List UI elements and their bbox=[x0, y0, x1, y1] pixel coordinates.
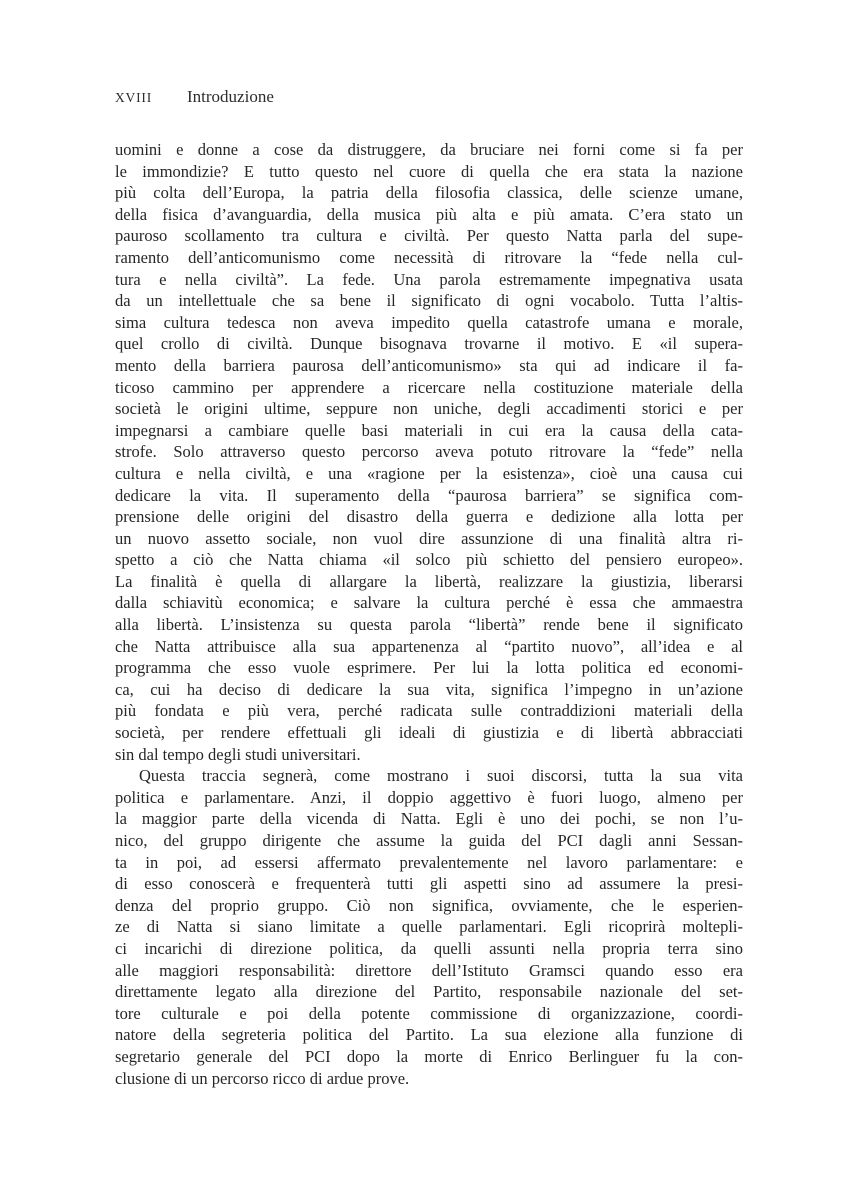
text-line: più colta dell’Europa, la patria della filosofia classica, delle scienze umane, bbox=[115, 183, 743, 203]
text-line: un nuovo assetto sociale, non vuol dire assunzione di una finalità altra ri- bbox=[115, 528, 743, 548]
text-line: alle maggiori responsabilità: direttore dell’Istituto Gramsci quando esso era bbox=[115, 960, 743, 980]
text-line: alla libertà. L’insistenza su questa parola “libertà” rende bene il significato bbox=[115, 615, 743, 635]
text-line: società, per rendere effettuali gli ideali di giustizia e di libertà abbracciati bbox=[115, 723, 743, 743]
text-line: dalla schiavitù economica; e salvare la cultura perché è essa che ammaestra bbox=[115, 593, 743, 613]
text-line: di esso conoscerà e frequenterà tutti gli aspetti sino ad assumere la presi- bbox=[115, 874, 743, 894]
text-line: tore culturale e poi della potente commissione di organizzazione, coordi- bbox=[115, 1003, 743, 1023]
text-line: più fondata e più vera, perché radicata sulle contraddizioni materiali della bbox=[115, 701, 743, 721]
paragraph bbox=[115, 139, 743, 765]
text-line: della fisica d’avanguardia, della musica più alta e più amata. C’era stato un bbox=[115, 204, 743, 224]
text-line: ramento dell’anticomunismo come necessità di ritrovare la “fede nella cul- bbox=[115, 247, 743, 267]
text-line: quel crollo di civiltà. Dunque bisognava trovarne il motivo. E «il supera- bbox=[115, 334, 743, 354]
text-line: direttamente legato alla direzione del Partito, responsabile nazionale del set- bbox=[115, 982, 743, 1002]
text-line: uomini e donne a cose da distruggere, da bruciare nei forni come si fa per bbox=[115, 140, 743, 159]
text-line: la maggior parte della vicenda di Natta. Egli è uno dei pochi, se non l’u- bbox=[115, 809, 743, 829]
text-line: spetto a ciò che Natta chiama «il solco più schietto del pensiero europeo». bbox=[115, 550, 743, 570]
text-line: pauroso scollamento tra cultura e civiltà. Per questo Natta parla del supe- bbox=[115, 226, 743, 246]
running-header bbox=[115, 87, 743, 107]
text-line: ci incarichi di direzione politica, da quelli assunti nella propria terra sino bbox=[115, 938, 743, 958]
text-line: cultura e nella civiltà, e una «ragione per la esistenza», cioè una causa cui bbox=[115, 463, 743, 483]
text-line: programma che esso vuole esprimere. Per lui la lotta politica ed economi- bbox=[115, 658, 743, 678]
text-line: che Natta attribuisce alla sua appartenenza al “partito nuovo”, all’idea e al bbox=[115, 636, 743, 656]
text-line: politica e parlamentare. Anzi, il doppio aggettivo è fuori luogo, almeno per bbox=[115, 787, 743, 807]
text-line: ze di Natta si siano limitate a quelle parlamentari. Egli ricoprirà moltepli- bbox=[115, 917, 743, 937]
text-line: ca, cui ha deciso di dedicare la sua vita, significa l’impegno in un’azione bbox=[115, 679, 743, 699]
body-text bbox=[115, 139, 743, 1089]
text-line: Questa traccia segnerà, come mostrano i suoi discorsi, tutta la sua vita bbox=[139, 766, 743, 786]
text-line: da un intellettuale che sa bene il significato di ogni vocabolo. Tutta l’altis- bbox=[115, 291, 743, 311]
text-line: strofe. Solo attraverso questo percorso aveva potuto ritrovare la “fede” nella bbox=[115, 442, 743, 462]
text-line: impegnarsi a cambiare quelle basi materiali in cui era la causa della cata- bbox=[115, 420, 743, 440]
text-line: denza del proprio gruppo. Ciò non significa, ovviamente, che le esperien- bbox=[115, 895, 743, 915]
text-line: sima cultura tedesca non aveva impedito quella catastrofe umana e morale, bbox=[115, 312, 743, 332]
text-line: tura e nella civiltà”. La fede. Una parola estremamente impegnativa usata bbox=[115, 269, 743, 289]
text-line: ta in poi, ad essersi affermato prevalentemente nel lavoro parlamentare: e bbox=[115, 852, 743, 872]
text-line: segretario generale del PCI dopo la morte di Enrico Berlinguer fu la con- bbox=[115, 1046, 743, 1066]
text-line: La finalità è quella di allargare la libertà, realizzare la giustizia, liberarsi bbox=[115, 571, 743, 591]
text-line: le immondizie? E tutto questo nel cuore di quella che era stata la nazione bbox=[115, 161, 743, 181]
text-line: mento della barriera paurosa dell’anticomunismo» sta qui ad indicare il fa- bbox=[115, 355, 743, 375]
running-title: Introduzione bbox=[187, 87, 274, 106]
text-line: nico, del gruppo dirigente che assume la guida del PCI dagli anni Sessan- bbox=[115, 831, 743, 850]
paragraph bbox=[115, 765, 743, 1089]
text-line: prensione delle origini del disastro della guerra e dedizione alla lotta per bbox=[115, 507, 743, 527]
text-line: società le origini ultime, seppure non uniche, degli accadimenti storici e per bbox=[115, 399, 743, 419]
text-line: sin dal tempo degli studi universitari. bbox=[115, 744, 361, 764]
page-number: XVIII bbox=[115, 90, 152, 105]
text-line: natore della segreteria politica del Partito. La sua elezione alla funzione di bbox=[115, 1025, 743, 1045]
text-line: dedicare la vita. Il superamento della “paurosa barriera” se significa com- bbox=[115, 485, 743, 505]
text-line: ticoso cammino per apprendere a ricercare nella costituzione materiale della bbox=[115, 377, 743, 397]
text-line: clusione di un percorso ricco di ardue prove. bbox=[115, 1068, 410, 1088]
